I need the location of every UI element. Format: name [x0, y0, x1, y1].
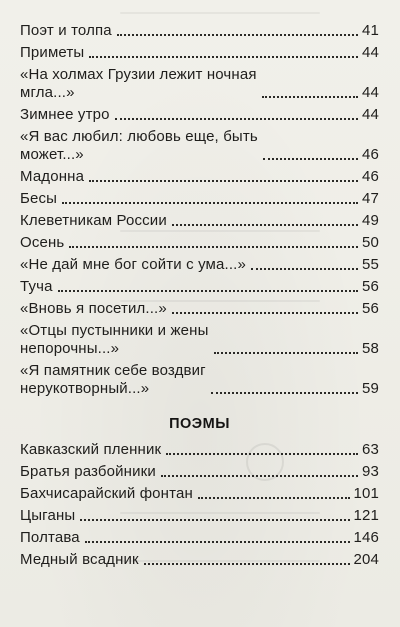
toc-entry	[20, 256, 379, 274]
toc-entry	[20, 300, 379, 318]
entry-title: Туча	[20, 278, 53, 295]
entry-title: «Я вас любил: любовь еще, быть может...»	[20, 128, 258, 163]
entry-title: «Я памятник себе воздвиг нерукотворный...»	[20, 362, 206, 397]
dot-leader	[117, 34, 358, 36]
page-number: 47	[362, 190, 379, 207]
dot-leader	[69, 246, 358, 248]
section-heading-poems: ПОЭМЫ	[169, 416, 230, 432]
dot-leader	[251, 268, 358, 270]
page-number: 46	[362, 168, 379, 185]
entry-title: «Отцы пустынники и жены непорочны...»	[20, 322, 209, 357]
page-number: 204	[353, 551, 379, 568]
entry-title: Медный всадник	[20, 551, 139, 568]
entry-title: «Вновь я посетил...»	[20, 300, 167, 317]
dot-leader	[172, 312, 358, 314]
page-number: 55	[362, 256, 379, 273]
toc-entry	[20, 507, 379, 525]
page-number: 101	[353, 485, 379, 502]
show-through-line	[120, 12, 320, 14]
page-number: 121	[353, 507, 379, 524]
entry-title: Зимнее утро	[20, 106, 110, 123]
toc-entry	[20, 66, 379, 102]
entry-title: «На холмах Грузии лежит ночная мгла...»	[20, 66, 257, 101]
dot-leader	[211, 392, 358, 394]
page-number: 93	[362, 463, 379, 480]
toc-entry	[20, 168, 379, 186]
dot-leader	[262, 96, 358, 98]
page-number: 49	[362, 212, 379, 229]
toc-entry	[20, 322, 379, 358]
toc-entry	[20, 106, 379, 124]
dot-leader	[115, 118, 358, 120]
page-number: 44	[362, 106, 379, 123]
entry-title: Кавказский пленник	[20, 441, 162, 458]
dot-leader	[161, 475, 358, 477]
dot-leader	[89, 56, 358, 58]
dot-leader	[263, 158, 358, 160]
toc-list	[20, 22, 379, 398]
toc-entry	[20, 485, 379, 503]
toc-entry	[20, 463, 379, 481]
entry-title: Мадонна	[20, 168, 85, 185]
page-number: 59	[362, 380, 379, 397]
entry-title: Осень	[20, 234, 65, 251]
page-number: 50	[362, 234, 379, 251]
page-number: 56	[362, 278, 379, 295]
toc-entry	[20, 278, 379, 296]
entry-title: Братья разбойники	[20, 463, 156, 480]
dot-leader	[172, 224, 358, 226]
page-number: 46	[362, 146, 379, 163]
page-number: 41	[362, 22, 379, 39]
toc-entry	[20, 44, 379, 62]
toc-entry	[20, 128, 379, 164]
entry-title: Полтава	[20, 529, 80, 546]
toc-entry	[20, 441, 379, 459]
toc-entry	[20, 234, 379, 252]
toc-entry	[20, 529, 379, 547]
table-of-contents	[20, 22, 379, 573]
entry-title: Цыганы	[20, 507, 76, 524]
page-number: 44	[362, 44, 379, 61]
entry-title: Бахчисарайский фонтан	[20, 485, 193, 502]
toc-entry	[20, 362, 379, 398]
dot-leader	[166, 453, 358, 455]
entry-title: «Не дай мне бог сойти с ума...»	[20, 256, 246, 273]
entry-title: Поэт и толпа	[20, 22, 112, 39]
dot-leader	[198, 497, 350, 499]
toc-entry	[20, 212, 379, 230]
dot-leader	[62, 202, 358, 204]
toc-entry	[20, 551, 379, 569]
page-number: 56	[362, 300, 379, 317]
dot-leader	[85, 541, 350, 543]
poems-list	[20, 441, 379, 569]
page-number: 58	[362, 340, 379, 357]
page-number: 44	[362, 84, 379, 101]
dot-leader	[144, 563, 350, 565]
entry-title: Бесы	[20, 190, 58, 207]
entry-title: Приметы	[20, 44, 85, 61]
dot-leader	[89, 180, 358, 182]
toc-entry	[20, 190, 379, 208]
dot-leader	[80, 519, 349, 521]
entry-title: Клеветникам России	[20, 212, 167, 229]
toc-entry	[20, 22, 379, 40]
dot-leader	[214, 352, 358, 354]
page-number: 146	[353, 529, 379, 546]
page-number: 63	[362, 441, 379, 458]
dot-leader	[58, 290, 358, 292]
